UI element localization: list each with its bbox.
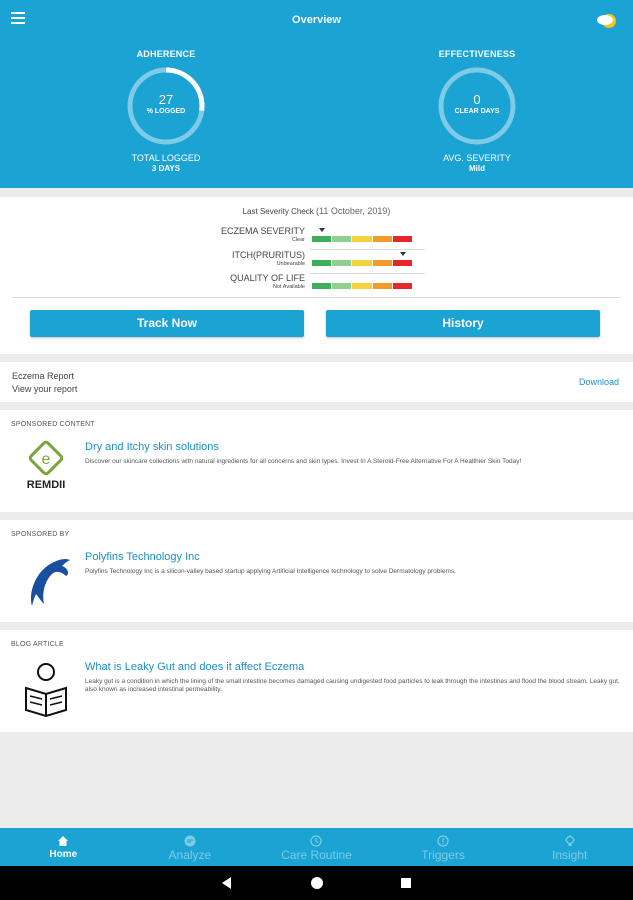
severity-scale-bar <box>312 283 413 289</box>
nav-item-analyze[interactable] <box>127 828 254 866</box>
nav-item-care-routine[interactable] <box>253 828 380 866</box>
divider <box>12 297 621 298</box>
recent-apps-icon[interactable] <box>401 878 411 888</box>
severity-row-sublabel: Unbearable <box>276 261 305 267</box>
adherence-label: ADHERENCE <box>136 49 196 59</box>
home-icon <box>57 835 69 847</box>
download-link[interactable]: Download <box>578 377 619 387</box>
history-button[interactable]: History <box>326 310 600 337</box>
nav-label: Home <box>49 849 78 860</box>
nav-label: Triggers <box>421 848 465 862</box>
severity-row-label: ECZEMA SEVERITY <box>220 226 305 236</box>
last-check-date: (11 October, 2019) <box>315 206 391 216</box>
last-severity-check <box>0 206 633 216</box>
nav-item-triggers[interactable] <box>380 828 507 866</box>
card-kicker: SPONSORED CONTENT <box>11 421 95 428</box>
severity-scale-bar <box>312 236 413 242</box>
scale-segment <box>352 236 371 242</box>
effectiveness-ring <box>435 64 519 148</box>
scale-segment <box>393 236 412 242</box>
card-body: Leaky gut is a condition in which the lining of the small intestine becomes damaged causing undigested food particles to leak through the intestines and flood the blood stream. Leaky gut, also known as increased intestinal permeability. <box>85 678 620 693</box>
bottom-nav <box>0 828 633 866</box>
severity-card <box>0 197 633 354</box>
nav-label: Analyze <box>168 848 212 862</box>
severity-marker-icon <box>400 252 406 256</box>
report-title: Eczema Report <box>12 371 75 381</box>
severity-row-itch <box>170 250 420 272</box>
card-kicker: BLOG ARTICLE <box>11 641 64 648</box>
scale-segment <box>373 283 392 289</box>
severity-row-label: ITCH(PRURITUS) <box>232 250 305 260</box>
nav-label: Insight <box>551 848 588 862</box>
card-kicker: SPONSORED BY <box>11 531 70 538</box>
adherence-value: 27 <box>158 92 174 107</box>
adherence-ring <box>124 64 208 148</box>
report-subtitle: View your report <box>12 384 78 394</box>
card-title[interactable]: What is Leaky Gut and does it affect Eczema <box>85 661 305 673</box>
nav-item-home[interactable] <box>0 828 127 866</box>
scale-segment <box>332 236 351 242</box>
effectiveness-label: EFFECTIVENESS <box>438 49 516 59</box>
weather-icon[interactable] <box>596 10 618 32</box>
sponsored-by-card[interactable] <box>0 520 633 622</box>
total-logged-value: 3 DAYS <box>151 164 181 173</box>
scale-segment <box>312 260 331 266</box>
total-logged-label: TOTAL LOGGED <box>131 153 201 163</box>
scale-segment <box>393 283 412 289</box>
nav-label: Care Routine <box>281 848 352 862</box>
sponsored-content-card[interactable] <box>0 410 633 512</box>
severity-row-eczema <box>170 226 420 248</box>
severity-row-sublabel: Not Available <box>272 284 305 290</box>
overview-header <box>0 0 633 188</box>
card-title[interactable]: Dry and Itchy skin solutions <box>85 441 219 453</box>
severity-row-quality <box>170 273 420 295</box>
history-icon <box>310 835 322 847</box>
effectiveness-unit: CLEAR DAYS <box>454 108 500 115</box>
remdii-logo-icon <box>14 438 78 498</box>
scale-segment <box>393 260 412 266</box>
card-title[interactable]: Polyfins Technology Inc <box>85 551 200 563</box>
page-title: Overview <box>292 14 341 26</box>
blog-article-card[interactable] <box>0 630 633 732</box>
last-check-label: Last Severity Check <box>242 207 314 216</box>
bulb-icon <box>564 835 576 847</box>
scale-segment <box>373 236 392 242</box>
avg-severity-value: Mild <box>469 164 485 173</box>
svg-text:e: e <box>41 451 51 468</box>
scale-segment <box>312 236 331 242</box>
avg-severity-label: AVG. SEVERITY <box>443 153 511 163</box>
track-now-button[interactable]: Track Now <box>30 310 304 337</box>
reader-icon <box>14 658 78 718</box>
adherence-unit: % LOGGED <box>146 108 186 115</box>
nav-item-insight[interactable] <box>506 828 633 866</box>
dolphin-logo-icon <box>14 548 78 608</box>
effectiveness-value: 0 <box>473 92 481 107</box>
scale-segment <box>373 260 392 266</box>
back-icon[interactable] <box>222 877 231 889</box>
scale-segment <box>352 283 371 289</box>
severity-scale-bar <box>312 260 413 266</box>
chat-icon <box>184 835 196 847</box>
severity-row-sublabel: Clear <box>291 237 305 243</box>
effectiveness-stat <box>397 49 557 173</box>
scale-segment <box>312 283 331 289</box>
severity-row-label: QUALITY OF LIFE <box>230 273 305 283</box>
scale-segment <box>352 260 371 266</box>
eczema-report-row[interactable] <box>0 362 633 402</box>
adherence-stat <box>86 49 246 173</box>
remdii-logo-text: REMDII <box>26 479 66 491</box>
home-button-icon[interactable] <box>311 877 323 889</box>
severity-marker-icon <box>319 228 325 232</box>
scale-segment <box>332 283 351 289</box>
scale-segment <box>332 260 351 266</box>
card-body: Discover our skincare collections with natural ingredients for all concerns and skin types. Invest In A Steroid-Free Alternative For A Healthier Skin Today! <box>85 458 522 465</box>
system-nav-bar <box>0 866 633 900</box>
alert-icon <box>437 835 449 847</box>
card-body: Polyfins Technology Inc is a silicon-valley based startup applying Artificial Intelligence technology to solve Dermatology problems. <box>85 568 456 575</box>
